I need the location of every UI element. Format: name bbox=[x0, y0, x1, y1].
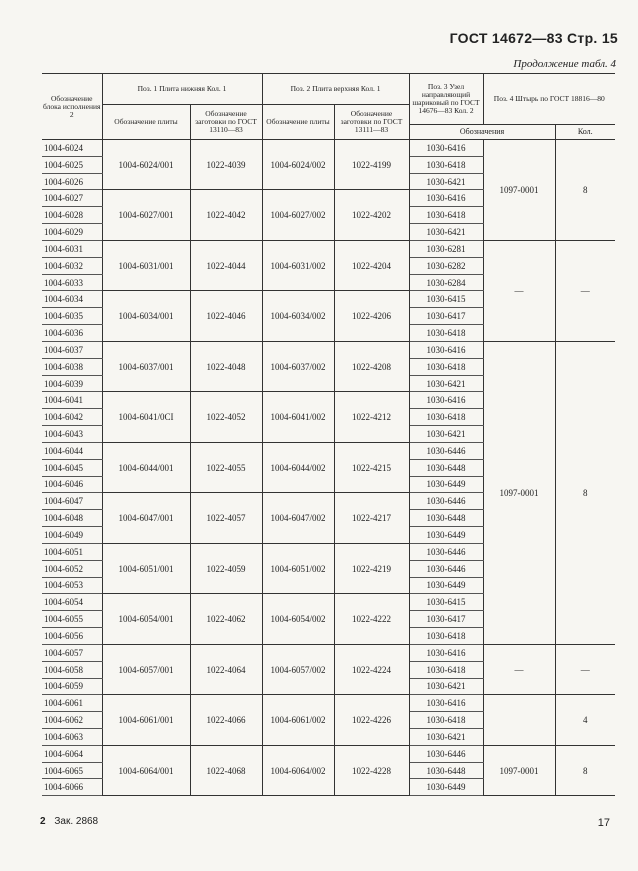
cell-lower-plate: 1004-6044/001 bbox=[102, 442, 190, 492]
cell-block-designation: 1004-6039 bbox=[42, 375, 102, 392]
cell-block-designation: 1004-6058 bbox=[42, 661, 102, 678]
specification-table-wrap bbox=[42, 73, 615, 796]
cell-lower-plate: 1004-6034/001 bbox=[102, 291, 190, 341]
cell-upper-plate: 1004-6047/002 bbox=[262, 493, 334, 543]
cell-upper-blank: 1022-4224 bbox=[334, 644, 409, 694]
cell-block-designation: 1004-6057 bbox=[42, 644, 102, 661]
cell-guide-unit: 1030-6446 bbox=[409, 560, 483, 577]
cell-guide-unit: 1030-6421 bbox=[409, 678, 483, 695]
cell-upper-blank: 1022-4217 bbox=[334, 493, 409, 543]
cell-guide-unit: 1030-6449 bbox=[409, 577, 483, 594]
table-body bbox=[42, 140, 615, 796]
cell-guide-unit: 1030-6449 bbox=[409, 527, 483, 544]
footer-page-left: 2 bbox=[40, 816, 46, 827]
cell-upper-plate: 1004-6061/002 bbox=[262, 695, 334, 745]
cell-block-designation: 1004-6062 bbox=[42, 712, 102, 729]
cell-lower-plate: 1004-6057/001 bbox=[102, 644, 190, 694]
cell-block-designation: 1004-6024 bbox=[42, 140, 102, 157]
cell-guide-unit: 1030-6416 bbox=[409, 392, 483, 409]
cell-guide-unit: 1030-6448 bbox=[409, 510, 483, 527]
cell-block-designation: 1004-6032 bbox=[42, 257, 102, 274]
cell-guide-unit: 1030-6416 bbox=[409, 644, 483, 661]
cell-upper-blank: 1022-4206 bbox=[334, 291, 409, 341]
cell-pin-qty: — bbox=[555, 644, 615, 694]
cell-lower-plate: 1004-6061/001 bbox=[102, 695, 190, 745]
cell-lower-blank: 1022-4042 bbox=[190, 190, 262, 240]
cell-guide-unit: 1030-6416 bbox=[409, 140, 483, 157]
cell-lower-blank: 1022-4059 bbox=[190, 543, 262, 593]
cell-pin-designation bbox=[483, 695, 555, 745]
cell-lower-blank: 1022-4068 bbox=[190, 745, 262, 795]
header-blank2: Обозначение заготовки по ГОСТ 13111—83 bbox=[334, 105, 409, 140]
cell-guide-unit: 1030-6446 bbox=[409, 493, 483, 510]
cell-pin-qty: 4 bbox=[555, 695, 615, 745]
cell-guide-unit: 1030-6418 bbox=[409, 628, 483, 645]
footer-left bbox=[40, 816, 98, 827]
cell-upper-plate: 1004-6051/002 bbox=[262, 543, 334, 593]
header-designation: Обозначение блока исполнения 2 bbox=[42, 74, 102, 140]
cell-pin-qty: 8 bbox=[555, 140, 615, 241]
cell-guide-unit: 1030-6448 bbox=[409, 762, 483, 779]
cell-block-designation: 1004-6031 bbox=[42, 240, 102, 257]
cell-pin-designation: 1097-0001 bbox=[483, 140, 555, 241]
cell-pin-designation: 1097-0001 bbox=[483, 745, 555, 795]
cell-lower-blank: 1022-4057 bbox=[190, 493, 262, 543]
cell-upper-blank: 1022-4204 bbox=[334, 240, 409, 290]
cell-upper-plate: 1004-6027/002 bbox=[262, 190, 334, 240]
table-row bbox=[42, 140, 615, 157]
cell-guide-unit: 1030-6421 bbox=[409, 426, 483, 443]
cell-block-designation: 1004-6063 bbox=[42, 728, 102, 745]
table-continuation-note: Продолжение табл. 4 bbox=[513, 58, 616, 70]
cell-upper-blank: 1022-4212 bbox=[334, 392, 409, 442]
cell-block-designation: 1004-6066 bbox=[42, 779, 102, 796]
cell-guide-unit: 1030-6281 bbox=[409, 240, 483, 257]
header-plate2: Обозначение плиты bbox=[262, 105, 334, 140]
header-blank1: Обозначение заготовки по ГОСТ 13110—83 bbox=[190, 105, 262, 140]
cell-upper-blank: 1022-4215 bbox=[334, 442, 409, 492]
cell-block-designation: 1004-6052 bbox=[42, 560, 102, 577]
cell-guide-unit: 1030-6416 bbox=[409, 190, 483, 207]
cell-block-designation: 1004-6055 bbox=[42, 611, 102, 628]
cell-guide-unit: 1030-6421 bbox=[409, 224, 483, 241]
cell-upper-blank: 1022-4199 bbox=[334, 140, 409, 190]
cell-block-designation: 1004-6061 bbox=[42, 695, 102, 712]
cell-lower-blank: 1022-4048 bbox=[190, 341, 262, 391]
header-designations: Обозначения bbox=[409, 125, 555, 140]
cell-guide-unit: 1030-6449 bbox=[409, 476, 483, 493]
cell-lower-plate: 1004-6051/001 bbox=[102, 543, 190, 593]
cell-block-designation: 1004-6053 bbox=[42, 577, 102, 594]
cell-lower-blank: 1022-4064 bbox=[190, 644, 262, 694]
header-plate1: Обозначение плиты bbox=[102, 105, 190, 140]
cell-upper-plate: 1004-6064/002 bbox=[262, 745, 334, 795]
cell-lower-blank: 1022-4066 bbox=[190, 695, 262, 745]
cell-guide-unit: 1030-6418 bbox=[409, 156, 483, 173]
cell-block-designation: 1004-6056 bbox=[42, 628, 102, 645]
cell-upper-plate: 1004-6054/002 bbox=[262, 594, 334, 644]
cell-lower-blank: 1022-4052 bbox=[190, 392, 262, 442]
cell-guide-unit: 1030-6421 bbox=[409, 173, 483, 190]
cell-pin-designation: 1097-0001 bbox=[483, 341, 555, 644]
cell-block-designation: 1004-6041 bbox=[42, 392, 102, 409]
document-header: ГОСТ 14672—83 Стр. 15 bbox=[449, 30, 618, 46]
cell-upper-plate: 1004-6034/002 bbox=[262, 291, 334, 341]
table-row bbox=[42, 341, 615, 358]
cell-lower-plate: 1004-6031/001 bbox=[102, 240, 190, 290]
cell-guide-unit: 1030-6418 bbox=[409, 325, 483, 342]
cell-guide-unit: 1030-6415 bbox=[409, 594, 483, 611]
cell-block-designation: 1004-6038 bbox=[42, 358, 102, 375]
cell-guide-unit: 1030-6418 bbox=[409, 207, 483, 224]
cell-lower-plate: 1004-6054/001 bbox=[102, 594, 190, 644]
cell-upper-blank: 1022-4202 bbox=[334, 190, 409, 240]
cell-upper-blank: 1022-4222 bbox=[334, 594, 409, 644]
cell-guide-unit: 1030-6446 bbox=[409, 442, 483, 459]
cell-upper-blank: 1022-4208 bbox=[334, 341, 409, 391]
cell-guide-unit: 1030-6418 bbox=[409, 712, 483, 729]
cell-lower-blank: 1022-4062 bbox=[190, 594, 262, 644]
cell-block-designation: 1004-6054 bbox=[42, 594, 102, 611]
cell-block-designation: 1004-6049 bbox=[42, 527, 102, 544]
cell-block-designation: 1004-6059 bbox=[42, 678, 102, 695]
table-row bbox=[42, 644, 615, 661]
cell-block-designation: 1004-6034 bbox=[42, 291, 102, 308]
cell-guide-unit: 1030-6416 bbox=[409, 341, 483, 358]
cell-block-designation: 1004-6026 bbox=[42, 173, 102, 190]
cell-lower-blank: 1022-4039 bbox=[190, 140, 262, 190]
cell-guide-unit: 1030-6417 bbox=[409, 308, 483, 325]
cell-upper-plate: 1004-6057/002 bbox=[262, 644, 334, 694]
cell-lower-blank: 1022-4044 bbox=[190, 240, 262, 290]
cell-guide-unit: 1030-6415 bbox=[409, 291, 483, 308]
cell-lower-plate: 1004-6064/001 bbox=[102, 745, 190, 795]
cell-guide-unit: 1030-6282 bbox=[409, 257, 483, 274]
cell-block-designation: 1004-6045 bbox=[42, 459, 102, 476]
cell-block-designation: 1004-6033 bbox=[42, 274, 102, 291]
header-pos4: Поз. 4 Штырь по ГОСТ 18816—80 bbox=[483, 74, 615, 125]
table-row bbox=[42, 240, 615, 257]
header-pos1: Поз. 1 Плита нижняя Кол. 1 bbox=[102, 74, 262, 105]
cell-block-designation: 1004-6043 bbox=[42, 426, 102, 443]
cell-block-designation: 1004-6029 bbox=[42, 224, 102, 241]
header-qty: Кол. bbox=[555, 125, 615, 140]
cell-block-designation: 1004-6035 bbox=[42, 308, 102, 325]
cell-upper-plate: 1004-6024/002 bbox=[262, 140, 334, 190]
cell-lower-plate: 1004-6024/001 bbox=[102, 140, 190, 190]
cell-upper-plate: 1004-6041/002 bbox=[262, 392, 334, 442]
cell-block-designation: 1004-6037 bbox=[42, 341, 102, 358]
cell-lower-plate: 1004-6037/001 bbox=[102, 341, 190, 391]
table-row bbox=[42, 745, 615, 762]
cell-upper-blank: 1022-4228 bbox=[334, 745, 409, 795]
header-pos2: Поз. 2 Плита верхняя Кол. 1 bbox=[262, 74, 409, 105]
cell-upper-plate: 1004-6044/002 bbox=[262, 442, 334, 492]
cell-upper-blank: 1022-4226 bbox=[334, 695, 409, 745]
table-row bbox=[42, 695, 615, 712]
cell-lower-blank: 1022-4055 bbox=[190, 442, 262, 492]
cell-guide-unit: 1030-6418 bbox=[409, 409, 483, 426]
cell-block-designation: 1004-6046 bbox=[42, 476, 102, 493]
cell-block-designation: 1004-6064 bbox=[42, 745, 102, 762]
cell-block-designation: 1004-6051 bbox=[42, 543, 102, 560]
cell-guide-unit: 1030-6449 bbox=[409, 779, 483, 796]
cell-lower-plate: 1004-6047/001 bbox=[102, 493, 190, 543]
cell-guide-unit: 1030-6418 bbox=[409, 661, 483, 678]
cell-pin-qty: 8 bbox=[555, 745, 615, 795]
cell-lower-blank: 1022-4046 bbox=[190, 291, 262, 341]
footer-page-number: 17 bbox=[597, 817, 610, 829]
cell-block-designation: 1004-6027 bbox=[42, 190, 102, 207]
cell-lower-plate: 1004-6027/001 bbox=[102, 190, 190, 240]
cell-guide-unit: 1030-6448 bbox=[409, 459, 483, 476]
cell-guide-unit: 1030-6416 bbox=[409, 695, 483, 712]
cell-pin-designation: — bbox=[483, 644, 555, 694]
cell-lower-plate: 1004-6041/0CI bbox=[102, 392, 190, 442]
cell-block-designation: 1004-6025 bbox=[42, 156, 102, 173]
cell-block-designation: 1004-6044 bbox=[42, 442, 102, 459]
cell-pin-designation: — bbox=[483, 240, 555, 341]
cell-guide-unit: 1030-6446 bbox=[409, 745, 483, 762]
header-pos3: Поз. 3 Узел направляющий шариковый по ГОСТ 14676—83 Кол. 2 bbox=[409, 74, 483, 125]
cell-block-designation: 1004-6065 bbox=[42, 762, 102, 779]
cell-guide-unit: 1030-6421 bbox=[409, 375, 483, 392]
cell-upper-plate: 1004-6031/002 bbox=[262, 240, 334, 290]
cell-pin-qty: — bbox=[555, 240, 615, 341]
footer-order: Зак. 2868 bbox=[54, 816, 99, 827]
cell-block-designation: 1004-6036 bbox=[42, 325, 102, 342]
cell-guide-unit: 1030-6446 bbox=[409, 543, 483, 560]
specification-table bbox=[42, 73, 615, 796]
cell-guide-unit: 1030-6417 bbox=[409, 611, 483, 628]
cell-block-designation: 1004-6048 bbox=[42, 510, 102, 527]
cell-block-designation: 1004-6028 bbox=[42, 207, 102, 224]
cell-block-designation: 1004-6042 bbox=[42, 409, 102, 426]
cell-upper-plate: 1004-6037/002 bbox=[262, 341, 334, 391]
cell-upper-blank: 1022-4219 bbox=[334, 543, 409, 593]
cell-guide-unit: 1030-6421 bbox=[409, 728, 483, 745]
cell-pin-qty: 8 bbox=[555, 341, 615, 644]
cell-guide-unit: 1030-6418 bbox=[409, 358, 483, 375]
cell-guide-unit: 1030-6284 bbox=[409, 274, 483, 291]
cell-block-designation: 1004-6047 bbox=[42, 493, 102, 510]
